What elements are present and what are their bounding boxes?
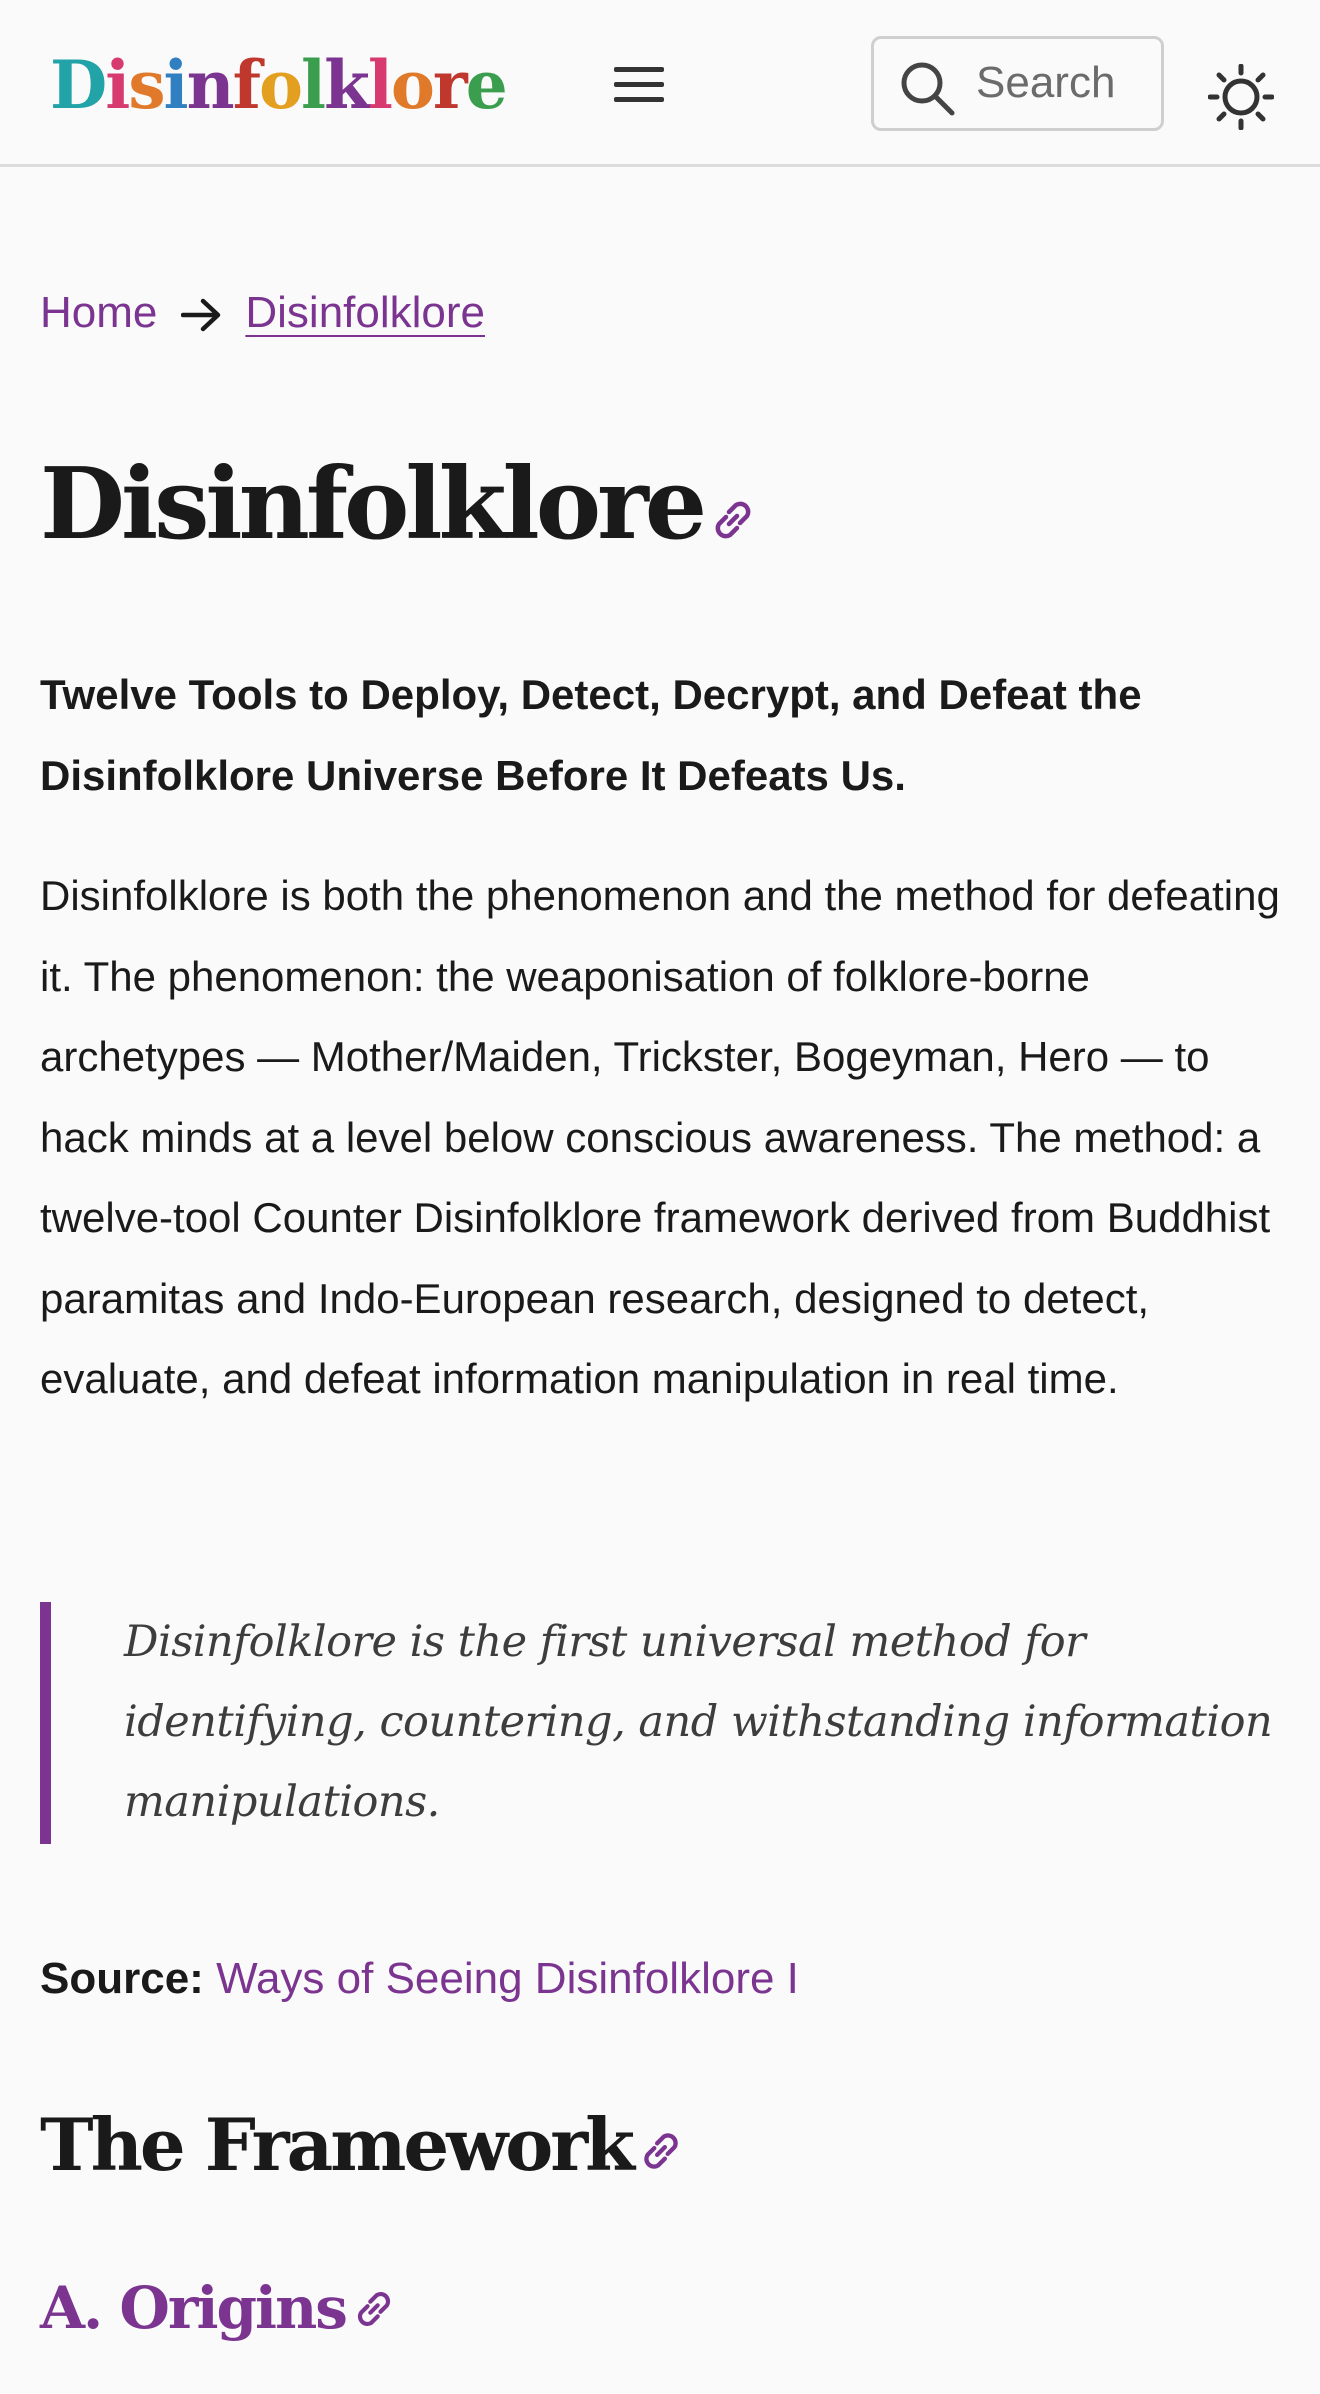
- link-icon[interactable]: [350, 2273, 398, 2353]
- breadcrumb: [40, 283, 485, 343]
- blockquote-text: Disinfolklore is the first universal method for identifying, countering, and withstanding information manipulations.: [124, 1617, 1273, 1827]
- site-logo[interactable]: [50, 30, 506, 140]
- search-input[interactable]: [976, 55, 1146, 111]
- link-icon[interactable]: [636, 2101, 686, 2201]
- logo-letter: r: [432, 46, 466, 124]
- subsection-heading-text: A. Origins: [40, 2274, 346, 2342]
- logo-letter: f: [232, 46, 259, 124]
- logo-letter: l: [367, 46, 391, 124]
- logo-letter: s: [128, 46, 164, 124]
- page-title: [40, 440, 759, 578]
- logo-letter: e: [465, 46, 506, 124]
- logo-letter: o: [258, 46, 301, 124]
- logo-letter: l: [301, 46, 325, 124]
- breadcrumb-current-link[interactable]: Disinfolklore: [245, 288, 486, 337]
- subsection-heading: [40, 2268, 398, 2353]
- site-header: [0, 0, 1320, 167]
- source-link[interactable]: Ways of Seeing Disinfolklore I: [216, 1954, 799, 2003]
- logo-letter: i: [163, 46, 187, 124]
- intro-paragraph: Disinfolklore is both the phenomenon and the method for defeating it. The phenomenon: the weaponisation of folklore-borne archetypes — Mother/Maiden, Trickster, Bogeyman, Hero — to hack minds at a level below conscious awareness. The method: a twelve-tool Counter Disinfolklore framework derived from Buddhist paramitas and Indo-European research, designed to detect, evaluate, and defeat information manipulation in real time.: [40, 872, 1280, 1402]
- logo-letter: k: [324, 46, 368, 124]
- section-heading-text: The Framework: [40, 2102, 633, 2187]
- breadcrumb-home-link[interactable]: Home: [40, 288, 158, 337]
- source-line: [40, 1949, 799, 2009]
- blockquote: [40, 1602, 1290, 1844]
- section-heading: [40, 2095, 686, 2201]
- link-icon[interactable]: [707, 448, 759, 578]
- logo-letter: D: [50, 46, 106, 124]
- lead-paragraph: Twelve Tools to Deploy, Detect, Decrypt, and Defeat the Disinfolklore Universe Before It Defeats Us.: [40, 671, 1142, 799]
- page-title-text: Disinfolklore: [40, 447, 704, 562]
- logo-letter: o: [390, 46, 433, 124]
- source-label: Source:: [40, 1954, 204, 2003]
- hamburger-icon[interactable]: [606, 56, 672, 112]
- sun-icon[interactable]: [1208, 64, 1274, 135]
- search-box[interactable]: [871, 36, 1164, 131]
- logo-letter: n: [186, 46, 233, 124]
- arrow-right-icon: [181, 297, 223, 333]
- search-icon: [898, 59, 958, 119]
- logo-letter: i: [105, 46, 129, 124]
